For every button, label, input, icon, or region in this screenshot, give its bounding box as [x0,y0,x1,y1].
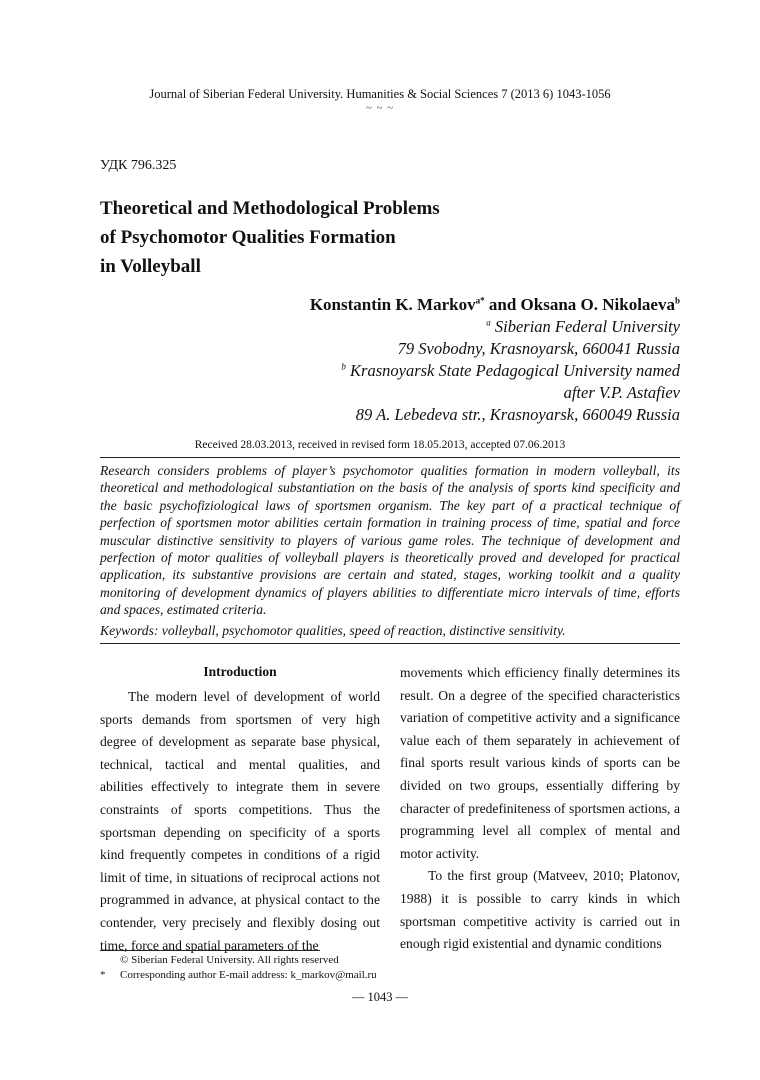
footnote-text: © Siberian Federal University. All rights reserved [120,954,339,966]
affiliation-line [120,404,680,426]
paper-title [100,194,660,281]
abstract-top-rule [100,457,680,458]
udk-code: УДК 796.325 [100,158,177,173]
affiliation-sup: a [486,317,491,328]
left-column [100,662,380,957]
title-line: of Psychomotor Qualities Formation [100,227,396,248]
affiliation-text: 89 A. Lebedeva str., Krasnoyarsk, 660049 Russia [355,405,680,424]
footnote-mark: * [100,969,106,981]
abstract: Research considers problems of player’s psychomotor qualities formation in modern volleyball, its theoretical and methodological substantiation on the basis of the analysis of sports kind specificity and the basic psychofiziological laws of sportsmen organism. The key part of a practical technique of perfection of sportsmen motor abilities certain formation in training process of time, spatial and force muscular distinctive sensitivity to players of various game roles. The technique of development and perfection of motor qualities of volleyball players is theoretically proved and developed for practical application, its substantive provisions are certain and stated, stages, working toolkit and a quality monitoring of development dynamics of players abilities to differentiate micro intervals of time, efforts and spaces, estimated criteria. [100,463,680,618]
footnote-rule [100,950,320,951]
affiliation-sup: b [341,361,346,372]
affiliation-line [120,338,680,360]
footnote [100,953,520,968]
author-2: Oksana O. Nikolaeva [520,295,675,314]
footnote-mark [100,953,120,968]
affiliation-line [120,316,680,338]
right-column [400,662,680,956]
title-line: in Volleyball [100,256,201,277]
author-1: Konstantin K. Markov [309,295,476,314]
affiliation-text: Siberian Federal University [490,317,680,336]
affiliation-text: Krasnoyarsk State Pedagogical University named [345,361,680,380]
footnote [100,968,520,983]
header-ornament: ~ ~ ~ [365,102,395,114]
section-title: Introduction [203,664,277,679]
title-line: Theoretical and Methodological Problems [100,198,440,219]
body-paragraph: To the first group (Matveev, 2010; Platonov, 1988) it is possible to carry kinds in which sportsman competitive activity is carried out in enough rigid existential and dynamic conditions [400,868,680,952]
body-paragraph: The modern level of development of world sports demands from sportsmen of very high degree of development as separate base physical, technical, tactical and mental qualities, and abilities effectively to integrate them in severe constraints of sports competitions. Thus the sportsman depending on specificity of a sports kind frequently competes in conditions of a rigid limit of time, in situations of reciprocal actions not programmed in advance, at physical contact to the contender, very precisely and flexibly dosing out time, force and spatial parameters of the [100,689,380,953]
journal-header: Journal of Siberian Federal University. Humanities & Social Sciences 7 (2013 6) 1043-1056 [149,87,611,101]
affiliation-text: 79 Svobodny, Krasnoyarsk, 660041 Russia [397,339,680,358]
authors-block [120,294,680,426]
footnotes [100,953,520,983]
author-conjunction: and [484,295,521,314]
affiliation-line [120,382,680,404]
received-dates: Received 28.03.2013, received in revised form 18.05.2013, accepted 07.06.2013 [194,439,566,451]
affiliation-text: after V.P. Astafiev [563,383,680,402]
footnote-text: Corresponding author E-mail address: k_markov@mail.ru [120,969,377,981]
author-2-sup: b [674,295,680,306]
body-paragraph: movements which efficiency finally determines its result. On a degree of the specified characteristics variation of competitive activity and a significance value each of them separately in achievement of final sports result various kinds of sports can be divided on two groups, essentially differing by character of predefiniteness of sportsmen actions, a programming level all complex of mental and motor activity. [400,665,680,861]
keywords: Keywords: volleyball, psychomotor qualities, speed of reaction, distinctive sensitivity. [100,623,566,638]
affiliation-line [120,360,680,382]
abstract-bottom-rule [100,643,680,644]
author-names [120,294,680,316]
page-number: — 1043 — [351,990,409,1004]
author-1-sup: a* [475,295,485,306]
